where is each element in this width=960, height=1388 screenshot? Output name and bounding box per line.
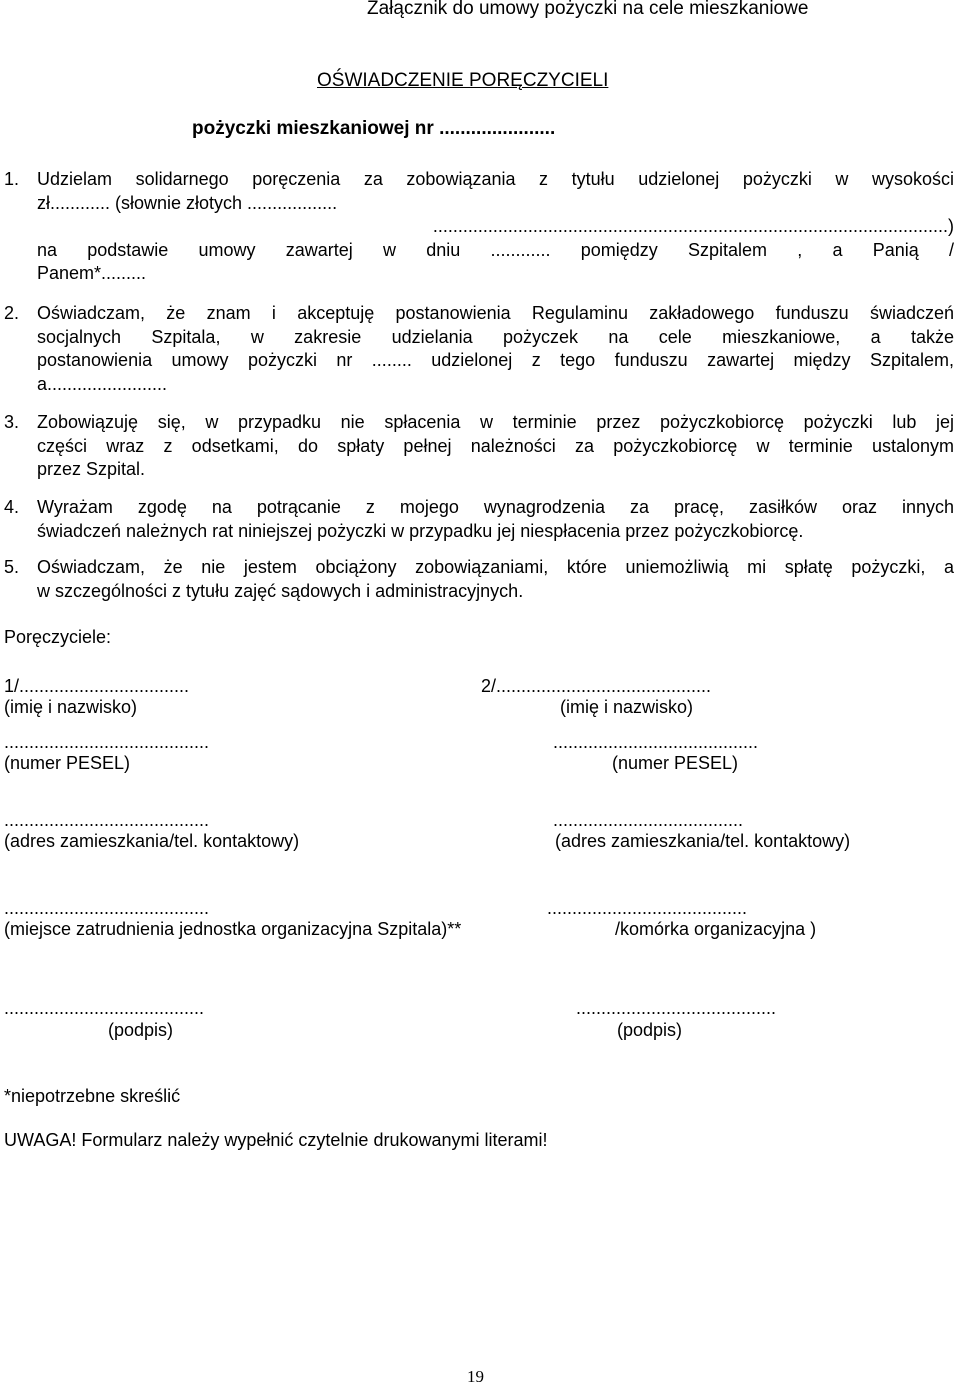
guarantor-1-workplace-field: .........................................: [4, 898, 210, 918]
guarantor-1-pesel-field: .........................................: [4, 732, 210, 752]
guarantor-1-signature-label: (podpis): [108, 1020, 174, 1040]
point-line: przez Szpital.: [37, 459, 146, 479]
guarantor-1-address-field: .........................................: [4, 810, 210, 830]
point-3: [4, 411, 954, 482]
point-line: części wraz z odsetkami, do spłaty pełnej należności za pożyczkobiorcę w terminie ustalonym: [37, 435, 954, 456]
point-number: 1.: [4, 169, 20, 189]
guarantor-1-signature-field: ........................................: [4, 998, 205, 1018]
guarantor-1-pesel-label: (numer PESEL): [4, 753, 131, 773]
point-line: świadczeń należnych rat niniejszej pożyczki w przypadku jej niespłacenia przez pożyczkobiorcę.: [37, 520, 804, 541]
point-line: Zobowiązuję się, w przypadku nie spłacenia w terminie przez pożyczkobiorcę pożyczki lub jej: [37, 412, 954, 432]
point-line: Panem*.........: [37, 263, 147, 283]
guarantor-2-signature-field: ........................................: [576, 998, 777, 1018]
point-line: Oświadczam, że nie jestem obciążony zobowiązaniami, które uniemożliwią mi spłatę pożyczki, a: [37, 557, 954, 577]
point-number: 4.: [4, 497, 20, 517]
point-line: zł............ (słownie złotych ..................: [37, 192, 338, 213]
point-2: [4, 302, 954, 396]
guarantor-2-pesel-field: .........................................: [553, 732, 759, 752]
guarantor-2-name-label: (imię i nazwisko): [560, 697, 694, 717]
point-number: 2.: [4, 303, 20, 323]
point-number: 3.: [4, 412, 20, 432]
guarantor-2-address-label: (adres zamieszkania/tel. kontaktowy): [555, 831, 851, 851]
guarantor-1-name-field: 1/..................................: [4, 676, 190, 696]
point-line: na podstawie umowy zawartej w dniu ............ pomiędzy Szpitalem , a Panią /: [37, 239, 954, 260]
guarantor-1-name-label: (imię i nazwisko): [4, 697, 138, 717]
guarantor-1-workplace-label: (miejsce zatrudnienia jednostka organizacyjna Szpitala)**: [4, 919, 462, 939]
loan-number-line: pożyczki mieszkaniowej nr ......................: [192, 118, 556, 139]
guarantor-2-workplace-field: ........................................: [547, 898, 748, 918]
warning-note: UWAGA! Formularz należy wypełnić czytelnie drukowanymi literami!: [4, 1130, 548, 1150]
point-5: [4, 556, 954, 603]
point-line: socjalnych Szpitala, w zakresie udzielania pożyczek na cele mieszkaniowe, a także: [37, 326, 954, 347]
point-line: .......................................................................................................): [432, 216, 954, 236]
page-number: 19: [467, 1367, 484, 1386]
point-line: Oświadczam, że znam i akceptuję postanowienia Regulaminu zakładowego funduszu świadczeń: [37, 303, 954, 323]
footnote: *niepotrzebne skreślić: [4, 1086, 181, 1106]
point-line: w szczególności z tytułu zajęć sądowych i administracyjnych.: [37, 580, 524, 601]
point-line: Wyrażam zgodę na potrącanie z mojego wynagrodzenia za pracę, zasiłków oraz innych: [37, 497, 954, 517]
document-title: OŚWIADCZENIE PORĘCZYCIELI: [317, 70, 609, 91]
guarantors-heading: Poręczyciele:: [4, 627, 112, 647]
guarantor-2-workplace-label: /komórka organizacyjna ): [615, 919, 817, 939]
guarantor-2-pesel-label: (numer PESEL): [612, 753, 739, 773]
point-line: Udzielam solidarnego poręczenia za zobowiązania z tytułu udzielonej pożyczki w wysokości: [37, 169, 954, 189]
point-1: [4, 168, 954, 286]
guarantor-2-signature-label: (podpis): [617, 1020, 683, 1040]
guarantor-1-address-label: (adres zamieszkania/tel. kontaktowy): [4, 831, 300, 851]
point-4: [4, 496, 954, 543]
annex-header: Załącznik do umowy pożyczki na cele mieszkaniowe: [367, 0, 809, 19]
point-line: postanowienia umowy pożyczki nr ........ udzielonej z tego funduszu zawartej między Szpitalem,: [37, 350, 954, 370]
guarantor-2-address-field: ......................................: [553, 810, 744, 830]
point-line: a........................: [37, 373, 168, 394]
point-number: 5.: [4, 557, 20, 577]
guarantor-2-name-field: 2/...........................................: [481, 676, 712, 696]
